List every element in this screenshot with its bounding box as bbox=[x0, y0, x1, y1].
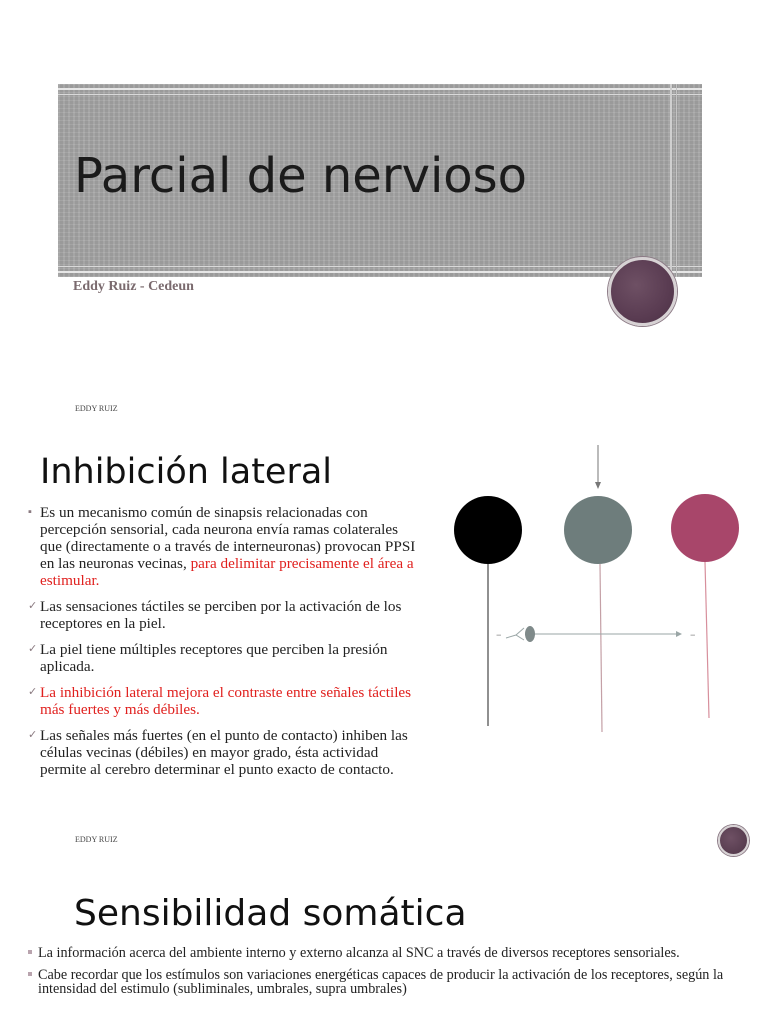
decorative-circle bbox=[718, 825, 749, 856]
presentation-subtitle: Eddy Ruiz - Cedeun bbox=[73, 279, 194, 294]
bullet-text: Las señales más fuertes (en el punto de contacto) inhiben las células vecinas (débiles) en mayor grado, ésta actividad permite al cerebro determinar el punto exacto de contacto. bbox=[40, 727, 408, 778]
band-bottom-line-2 bbox=[58, 266, 702, 267]
bullet-text: Cabe recordar que los estímulos son variaciones energéticas capaces de producir la activación de los receptores, según la intensidad del estimulo (subliminales, umbrales, supra umbrales) bbox=[38, 967, 724, 997]
square-bullet-icon bbox=[28, 950, 32, 954]
checkmark-bullet-icon: ✓ bbox=[28, 686, 38, 698]
bullet-item bbox=[28, 684, 423, 718]
bullet-item bbox=[28, 641, 423, 675]
band-top-line bbox=[58, 88, 702, 90]
slide-footer: EDDY RUIZ bbox=[75, 835, 118, 844]
bullet-text: Es un mecanismo común de sinapsis relacionadas con percepción sensorial, cada neurona envía ramas colaterales que (directamente o a través de interneuronas) provocan PPSI en las neuronas vecinas, bbox=[40, 504, 416, 572]
slide-title: Sensibilidad somática bbox=[74, 893, 467, 934]
synapse-branch bbox=[506, 635, 516, 638]
bullet-highlight: La inhibición lateral mejora el contraste entre señales táctiles más fuertes y más débiles. bbox=[40, 684, 412, 718]
interneuron-arrow-head bbox=[676, 631, 682, 637]
decorative-circle bbox=[608, 257, 677, 326]
axon-center bbox=[600, 564, 602, 732]
band-bottom-line bbox=[58, 271, 702, 273]
axon-right bbox=[705, 562, 709, 718]
bullet-item bbox=[28, 504, 423, 589]
bullet-item bbox=[28, 946, 748, 960]
bullet-text: La información acerca del ambiente interno y externo alcanza al SNC a través de diversos receptores sensoriales. bbox=[38, 945, 680, 961]
synapse-branch bbox=[516, 628, 524, 635]
neuron-left bbox=[454, 496, 522, 564]
inhibition-minus-right: – bbox=[690, 628, 696, 641]
bullet-item bbox=[28, 968, 748, 996]
slide-title: Inhibición lateral bbox=[40, 452, 333, 492]
lateral-inhibition-diagram bbox=[440, 440, 750, 740]
bullet-highlight: para delimitar precisamente el área a estimular. bbox=[40, 555, 414, 589]
square-bullet-icon: ▪ bbox=[28, 506, 32, 518]
neuron-center bbox=[564, 496, 632, 564]
band-right-line-2 bbox=[676, 84, 677, 277]
synapse-branch bbox=[516, 635, 524, 640]
checkmark-bullet-icon: ✓ bbox=[28, 643, 38, 655]
bullet-list bbox=[28, 946, 748, 1004]
inhibition-minus-left: – bbox=[496, 628, 502, 641]
bullet-text: La piel tiene múltiples receptores que perciben la presión aplicada. bbox=[40, 641, 388, 675]
square-bullet-icon bbox=[28, 972, 32, 976]
band-right-line bbox=[670, 84, 672, 277]
band-top-line-2 bbox=[58, 94, 702, 95]
presentation-title: Parcial de nervioso bbox=[74, 148, 528, 204]
checkmark-bullet-icon: ✓ bbox=[28, 600, 38, 612]
bullet-item bbox=[28, 727, 423, 778]
bullet-item bbox=[28, 598, 423, 632]
neuron-right bbox=[671, 494, 739, 562]
slide-footer: EDDY RUIZ bbox=[75, 404, 118, 413]
stimulus-arrow-head bbox=[595, 482, 601, 489]
bullet-text: Las sensaciones táctiles se perciben por la activación de los receptores en la piel. bbox=[40, 598, 402, 632]
interneuron-body bbox=[525, 626, 535, 642]
checkmark-bullet-icon: ✓ bbox=[28, 729, 38, 741]
bullet-list bbox=[28, 504, 423, 787]
